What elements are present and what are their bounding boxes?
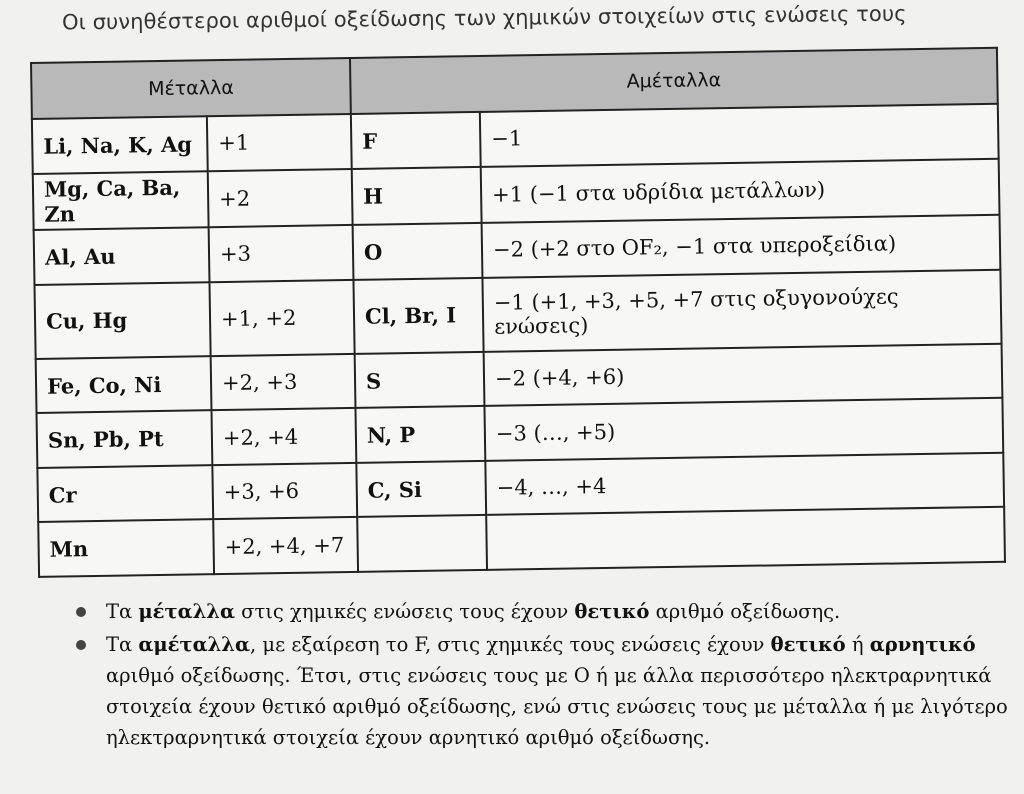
metal-oxidation: +2 bbox=[208, 168, 353, 227]
metal-oxidation: +2, +4 bbox=[211, 408, 356, 465]
metal-elements: Cr bbox=[37, 465, 213, 522]
note-text: αριθμό οξείδωσης. bbox=[649, 600, 841, 623]
note-metals bbox=[74, 596, 1014, 627]
nonmetal-oxidation: −1 (+1, +3, +5, +7 στις οξυγονούχες ενώσεις) bbox=[482, 270, 1001, 352]
metal-elements: Cu, Hg bbox=[34, 282, 210, 359]
note-bold: αρνητικό bbox=[869, 633, 976, 656]
nonmetal-elements: H bbox=[352, 166, 482, 225]
note-text: , με εξαίρεση το F, στις χημικές τους ενώσεις έχουν bbox=[250, 633, 771, 656]
metal-elements: Mn bbox=[38, 520, 214, 577]
oxidation-numbers-table bbox=[30, 47, 1006, 578]
metal-oxidation: +1 bbox=[207, 114, 352, 171]
nonmetal-oxidation: −2 (+2 στο OF₂, −1 στα υπεροξείδια) bbox=[482, 215, 1001, 278]
nonmetal-oxidation: −1 bbox=[480, 104, 999, 167]
note-bold: αμέταλλα bbox=[138, 633, 250, 656]
note-text: ή bbox=[845, 633, 870, 656]
note-bold: θετικό bbox=[770, 633, 846, 656]
note-bold: μέταλλα bbox=[138, 600, 235, 623]
note-text: στις χημικές ενώσεις τους έχουν bbox=[234, 600, 575, 623]
notes-list bbox=[74, 596, 1014, 755]
page-title: Οι συνηθέστεροι αριθμοί οξείδωσης των χημικών στοιχείων στις ενώσεις τους bbox=[61, 1, 907, 35]
metal-elements: Li, Na, K, Ag bbox=[32, 116, 208, 173]
metal-elements: Fe, Co, Ni bbox=[36, 356, 212, 413]
nonmetal-oxidation: −4, …, +4 bbox=[485, 453, 1004, 516]
nonmetal-elements: O bbox=[353, 223, 483, 280]
header-nonmetals: Αμέταλλα bbox=[350, 48, 998, 114]
nonmetal-elements: C, Si bbox=[356, 461, 486, 518]
oxidation-table-wrapper bbox=[30, 47, 1006, 578]
nonmetal-elements: N, P bbox=[355, 406, 485, 463]
metal-oxidation: +3 bbox=[209, 225, 354, 282]
note-nonmetals bbox=[74, 629, 1014, 753]
note-text: Τα bbox=[106, 600, 139, 623]
metal-elements: Mg, Ca, Ba, Zn bbox=[33, 171, 209, 230]
note-bold: θετικό bbox=[574, 600, 650, 623]
metal-oxidation: +3, +6 bbox=[212, 463, 357, 520]
metal-oxidation: +2, +4, +7 bbox=[213, 517, 358, 574]
note-text: Τα bbox=[106, 633, 139, 656]
nonmetal-elements: Cl, Br, I bbox=[353, 278, 483, 354]
nonmetal-oxidation: +1 (−1 στα υδρίδια μετάλλων) bbox=[481, 158, 1000, 223]
metal-elements: Al, Au bbox=[34, 227, 210, 284]
header-metals: Μέταλλα bbox=[31, 58, 351, 119]
note-text: αριθμό οξείδωσης. Έτσι, στις ενώσεις τους με O ή με άλλα περισσότερο ηλεκτραρνητικά στοιχεία έχουν θετικό αριθμό οξείδωσης, ενώ στις ενώσεις τους με μέταλλα ή με λιγότερο ηλεκτραρνητικά στοιχεία έχουν αρνητικό αριθμό οξείδωσης. bbox=[106, 664, 1008, 749]
nonmetal-oxidation: −3 (…, +5) bbox=[484, 398, 1003, 461]
nonmetal-elements: F bbox=[351, 112, 481, 169]
nonmetal-oxidation: −2 (+4, +6) bbox=[484, 344, 1003, 407]
nonmetal-elements bbox=[357, 515, 487, 572]
metal-oxidation: +2, +3 bbox=[211, 354, 356, 411]
nonmetal-elements: S bbox=[355, 352, 485, 409]
nonmetal-oxidation bbox=[486, 507, 1005, 570]
metal-elements: Sn, Pb, Pt bbox=[37, 411, 213, 468]
metal-oxidation: +1, +2 bbox=[209, 280, 354, 356]
